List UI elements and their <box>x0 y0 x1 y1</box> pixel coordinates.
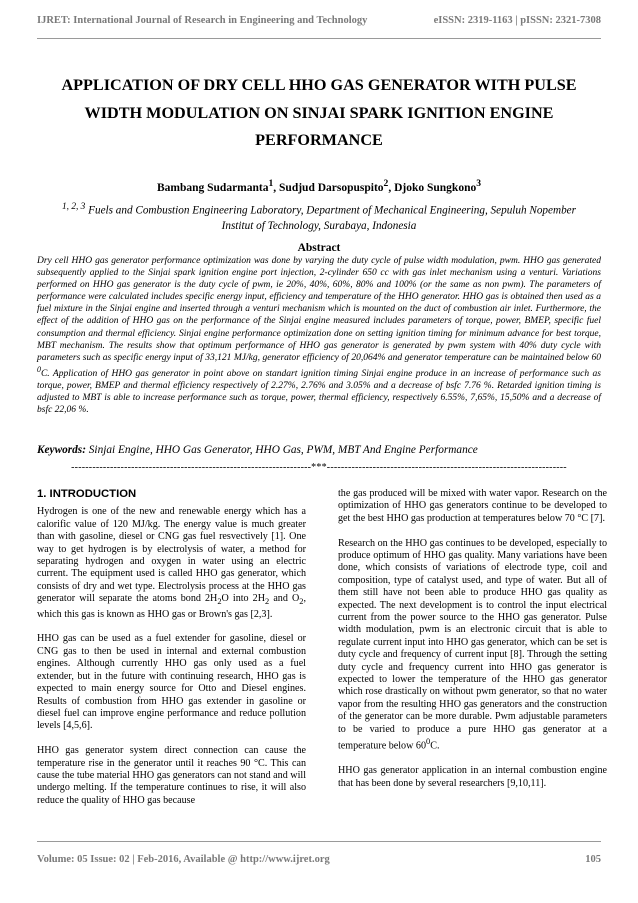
text-run: Hydrogen is one of the new and renewable energy which has a calorific value of 120 MJ/kg. The energy value is much greater than with gasoline, diesel or CNG gas fuel resvectively [1]. One way to get hydrogen is by electrolysis of water, a method for separating hydrogen and oxygen in water using an electric current. The equipment used is called HHO gas generator, which consists of dry and wet type. Electrolysis process at the HHO gas generator will separate the atoms bond 2H <box>37 506 306 605</box>
paragraph <box>338 538 607 753</box>
author-2: Sudjud Darsopuspito <box>279 181 384 194</box>
page-number: 105 <box>585 854 601 865</box>
text-run: , which this gas is known as HHO gas or Brown's gas [2,3]. <box>37 593 306 620</box>
text-run: O into 2H <box>221 593 266 605</box>
text-run: C. <box>430 740 440 752</box>
issn: eISSN: 2319-1163 | pISSN: 2321-7308 <box>433 15 601 26</box>
keywords-text: Sinjai Engine, HHO Gas Generator, HHO Gas, PWM, MBT And Engine Performance <box>88 444 478 456</box>
header-rule <box>37 38 601 39</box>
journal-name: IJRET: International Journal of Research in Engineering and Technology <box>37 15 368 26</box>
abstract-degree-sup: 0 <box>37 364 41 374</box>
superscript: 0 <box>426 737 431 747</box>
subscript: 2 <box>299 597 304 607</box>
affiliation-line-2: Institut of Technology, Surabaya, Indonesia <box>221 219 417 232</box>
paragraph: HHO gas generator application in an internal combustion engine that has been done by several researchers [9,10,11]. <box>338 765 607 789</box>
author-1-sup: 1 <box>268 178 274 189</box>
left-column <box>37 488 306 820</box>
running-footer <box>37 854 601 865</box>
subscript: 2 <box>217 597 222 607</box>
paper-title: APPLICATION OF DRY CELL HHO GAS GENERATOR WITH PULSE WIDTH MODULATION ON SINJAI SPARK IGNITION ENGINE PERFORMANCE <box>61 76 577 149</box>
abstract-part-2: C. Application of HHO gas generator in point above on standart ignition timing Sinjai engine produce in an increase of performance such as torque, power, BMEP and thermal efficiency respectively of 2.27%, 2.76% and 3.05% and a decrease of bsfc 7.76 %. Retarded ignition timing is adjusted to MBT is able to increase performance such as torque, power, thermal efficiency, respectively 6.55%, 7,65%, 15,50% and a decrease of bsfc 22,06 %. <box>37 369 601 416</box>
text-run: and O <box>269 593 300 605</box>
paragraph: HHO gas can be used as a fuel extender for gasoline, diesel or CNG gas to then be used in internal and external combustion engines. Although currently HHO gas only used as a fuel extender, but in the future with continuing research, HHO gas is expected to main energy source for Otto and Diesel engines. Results of combustion from HHO gas extender in gasoline or diesel fuel can improve engine performance and reduce pollution levels [4,5,6]. <box>37 633 306 732</box>
footer-volume <box>37 854 330 865</box>
author-3: Djoko Sungkono <box>394 181 477 194</box>
author-sep: , <box>388 181 395 194</box>
subscript: 2 <box>265 597 270 607</box>
affiliation-line-1: Fuels and Combustion Engineering Laboratory, Department of Mechanical Engineering, Sepuluh Nopember <box>88 204 576 217</box>
keywords-label: Keywords: <box>37 444 86 456</box>
affiliation-sup: 1, 2, 3 <box>62 202 86 212</box>
abstract-heading: Abstract <box>297 242 341 254</box>
author-1: Bambang Sudarmanta <box>156 181 269 194</box>
journal-url-link[interactable]: http://www.ijret.org <box>240 854 330 865</box>
paragraph <box>37 506 306 621</box>
running-header <box>37 15 601 26</box>
abstract-text <box>37 255 601 416</box>
author-2-sup: 2 <box>383 178 389 189</box>
footer-rule <box>37 841 601 842</box>
right-column <box>338 488 607 802</box>
section-separator: --------------------------------------------------------------------***-------------------------------------------------------------------- <box>71 462 567 473</box>
text-run: Research on the HHO gas continues to be developed, especially to produce optimum of HHO gas quality. Many variations have been done, which consists of variations of electrode type, coil and composition, type of catalyst used, and type of water. But all of them still have not been able to produce HHO gas quality as expected. The next development is to control the input electrical current from the power source to the HHO gas generator. Pulse width modulation, pwm is an electronic circuit that is able to regulate current input into HHO gas generator, which can be set is duty cycle and frequency of current input [8]. Through the setting duty cycle and frequency current into HHO gas generator is expected to lower the temperature of the HHO gas generator which rose drastically on without pwm generator, so that no water vapor from the resulting HHO gas generators and the construction of the generator can be more durable. Pwm adjustable parameters to be varied to produce a pure HHO gas generator at a temperature below 60 <box>338 537 607 752</box>
section-heading-introduction: 1. INTRODUCTION <box>37 488 137 500</box>
paragraph: the gas produced will be mixed with water vapor. Research on the optimization of HHO gas generators continue to be developed to get the best HHO gas production at temperatures below 70 °C [7]. <box>338 488 607 524</box>
paragraph: HHO gas generator system direct connection can cause the temperature rise in the generator until it reaches 90 °C. This can cause the tube material HHO gas generators can not stand and will undergo melting. If the temperature continues to rise, it will also reduce the quality of HHO gas because <box>37 745 306 806</box>
author-3-sup: 3 <box>476 178 482 189</box>
footer-volume-text: Volume: 05 Issue: 02 | Feb-2016, Available @ <box>37 854 241 865</box>
keywords <box>37 444 601 456</box>
abstract-part-1: Dry cell HHO gas generator performance optimization was done by varying the duty cycle of pulse width modulation, pwm. HHO gas generated subsequently applied to the Sinjai spark ignition engine port injection, 2-cylinder 650 cc with gas inlet mechanism using a venturi. Variations performed on HHO gas generator is the duty cycle of pwm, ie 20%, 40%, 60%, 80% and 100% (or the same as non pwm). The parameters of performance were calculated includes specific energy input, efficiency and temperature of the HHO generator. HHO gas is obtained then used as a fuel mixture in the Sinjai engine and inserted through a venturi mechanism which is mounted on the duct of combustion air inlet. Furthermore, the effect of the addition of HHO gas on the performance of the Sinjai engine measured includes parameters of torque, power, BMEP, specific fuel consumption and thermal efficiency. Sinjai engine performance optimization done on setting ignition timing for minimum advance for best torque, MBT mechanism. The results show that optimum performance of HHO gas generator is generated by pwm system with 40% duty cycle with parameters such as specific energy input of 33,121 MJ/kg, generator efficiency of 20,064% and generator temperature can be maintained below 60 <box>37 256 601 363</box>
author-list <box>37 178 601 194</box>
affiliation <box>37 200 601 234</box>
author-sep: , <box>273 181 280 194</box>
